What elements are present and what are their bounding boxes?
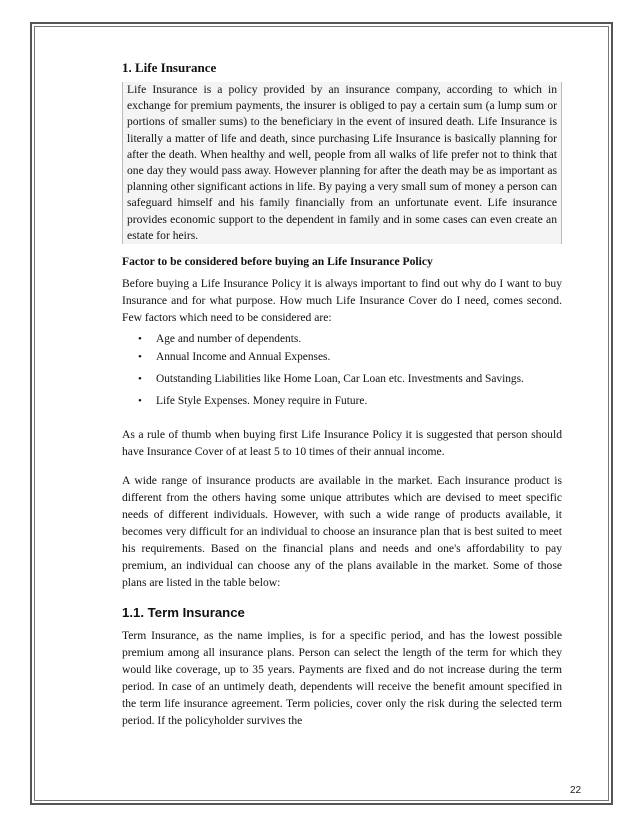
factors-list <box>122 330 562 410</box>
bullet-icon: • <box>138 333 142 346</box>
section-title-life-insurance: 1. Life Insurance <box>122 60 217 75</box>
page-content <box>122 60 562 729</box>
bullet-icon: • <box>138 373 142 386</box>
list-item: • Annual Income and Annual Expenses. <box>138 348 562 366</box>
rule-of-thumb-paragraph: As a rule of thumb when buying first Life Insurance Policy it is suggested that person should have Insurance Cover of at least 5 to 10 times of their annual income. <box>122 428 562 459</box>
section-title-term-insurance: 1.1. Term Insurance <box>122 605 245 621</box>
life-insurance-paragraph: Life Insurance is a policy provided by an insurance company, according to which in exchange for premium payments, the insurer is obliged to pay a certain sum (a lump sum or portions of smaller sums) to the beneficiary in the event of insured death. Life Insurance is literally a matter of life and death, since purchasing Life Insurance is basically planning for after the death. When healthy and well, people from all walks of life prefer not to think that one day they would pass away. However planning for after the death may be as important as planning other significant actions in life. By paying a very small sum of money a person can safeguard himself and his family financially from an unfortunate event. Life insurance provides economic support to the dependent in family and in some cases can even create an estate for heirs. <box>122 82 562 244</box>
product-range-paragraph: A wide range of insurance products are available in the market. Each insurance product is different from the others having some unique attributes which are devised to meet specific needs of different individuals. However, with such a wide range of products available, it becomes very difficult for an individual to choose an insurance plan that is best suited to meet his requirements. Based on the financial plans and needs and one's affordability to pay premium, an individual can choose any of the plans available in the market. Some of those plans are listed in the table below: <box>122 474 562 590</box>
list-item: • Life Style Expenses. Money require in Future. <box>138 392 562 410</box>
bullet-icon: • <box>138 395 142 408</box>
term-insurance-paragraph: Term Insurance, as the name implies, is for a specific period, and has the lowest possible premium among all insurance plans. Person can select the length of the term for which they would like coverage, up to 35 years. Payments are fixed and do not increase during the term period. In case of an untimely death, dependents will receive the benefit amount specified in the term life insurance agreement. Term policies, cover only the risk during the selected term period. If the policyholder survives the <box>122 629 562 728</box>
list-item: • Age and number of dependents. <box>138 330 562 348</box>
page-number: 22 <box>570 785 582 796</box>
factors-intro: Before buying a Life Insurance Policy it is always important to find out why do I want to buy Insurance and for what purpose. How much Life Insurance Cover do I need, comes second. Few factors which need to be considered are: <box>122 277 562 325</box>
factors-heading: Factor to be considered before buying an Life Insurance Policy <box>122 255 433 269</box>
bullet-icon: • <box>138 351 142 364</box>
list-item: • Outstanding Liabilities like Home Loan, Car Loan etc. Investments and Savings. <box>138 370 562 388</box>
